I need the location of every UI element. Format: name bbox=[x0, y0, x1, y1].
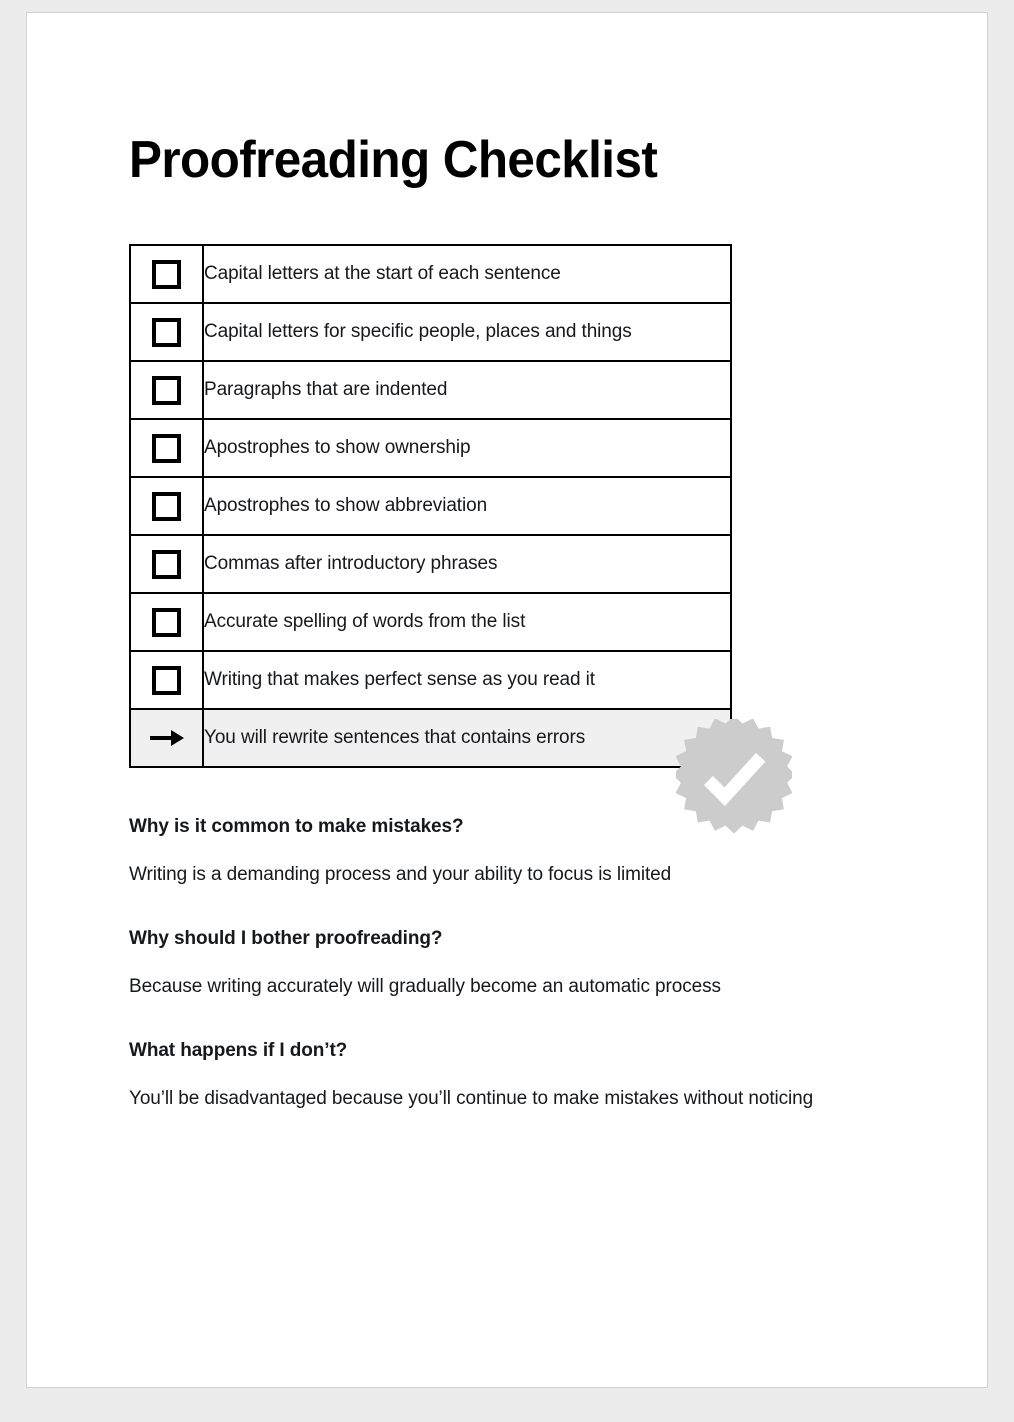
faq-entry bbox=[129, 928, 949, 998]
checkbox-icon[interactable] bbox=[152, 376, 181, 405]
checklist-item-label: Accurate spelling of words from the list bbox=[203, 593, 731, 651]
table-row[interactable] bbox=[130, 535, 731, 593]
checkbox-cell[interactable] bbox=[130, 361, 203, 419]
checkbox-cell[interactable] bbox=[130, 245, 203, 303]
checkbox-icon[interactable] bbox=[152, 550, 181, 579]
table-row[interactable] bbox=[130, 303, 731, 361]
checklist-item-label: Apostrophes to show abbreviation bbox=[203, 477, 731, 535]
checkbox-cell[interactable] bbox=[130, 651, 203, 709]
checklist-item-label: Apostrophes to show ownership bbox=[203, 419, 731, 477]
checklist-item-label: Capital letters at the start of each sentence bbox=[203, 245, 731, 303]
checklist-item-label: Capital letters for specific people, places and things bbox=[203, 303, 731, 361]
document-page bbox=[26, 12, 988, 1388]
checkbox-icon[interactable] bbox=[152, 318, 181, 347]
table-row[interactable] bbox=[130, 593, 731, 651]
faq-answer: Writing is a demanding process and your ability to focus is limited bbox=[129, 864, 672, 885]
checkbox-icon[interactable] bbox=[152, 608, 181, 637]
checkbox-icon[interactable] bbox=[152, 260, 181, 289]
faq-entry bbox=[129, 816, 949, 886]
arrow-cell bbox=[130, 709, 203, 767]
checklist-item-label: You will rewrite sentences that contains errors bbox=[203, 709, 731, 767]
arrow-right-icon bbox=[150, 730, 184, 746]
table-row[interactable] bbox=[130, 651, 731, 709]
checklist-item-label: Paragraphs that are indented bbox=[203, 361, 731, 419]
checkbox-cell[interactable] bbox=[130, 419, 203, 477]
checkbox-cell[interactable] bbox=[130, 477, 203, 535]
checkbox-icon[interactable] bbox=[152, 492, 181, 521]
faq-answer: You’ll be disadvantaged because you’ll continue to make mistakes without noticing bbox=[129, 1088, 814, 1109]
checkbox-cell[interactable] bbox=[130, 303, 203, 361]
checkbox-icon[interactable] bbox=[152, 666, 181, 695]
page-title: Proofreading Checklist bbox=[129, 131, 658, 189]
checkbox-icon[interactable] bbox=[152, 434, 181, 463]
faq-question: Why is it common to make mistakes? bbox=[129, 816, 464, 837]
faq-question: Why should I bother proofreading? bbox=[129, 928, 443, 949]
table-row[interactable] bbox=[130, 361, 731, 419]
table-row-highlighted[interactable] bbox=[130, 709, 731, 767]
faq-entry bbox=[129, 1040, 949, 1110]
checklist-item-label: Commas after introductory phrases bbox=[203, 535, 731, 593]
checklist-item-label: Writing that makes perfect sense as you read it bbox=[203, 651, 731, 709]
checkbox-cell[interactable] bbox=[130, 535, 203, 593]
faq-question: What happens if I don’t? bbox=[129, 1040, 348, 1061]
checklist-body bbox=[130, 245, 731, 767]
checkbox-cell[interactable] bbox=[130, 593, 203, 651]
table-row[interactable] bbox=[130, 245, 731, 303]
table-row[interactable] bbox=[130, 477, 731, 535]
faq-answer: Because writing accurately will gradually become an automatic process bbox=[129, 976, 721, 997]
proofreading-checklist-table bbox=[129, 244, 732, 768]
table-row[interactable] bbox=[130, 419, 731, 477]
